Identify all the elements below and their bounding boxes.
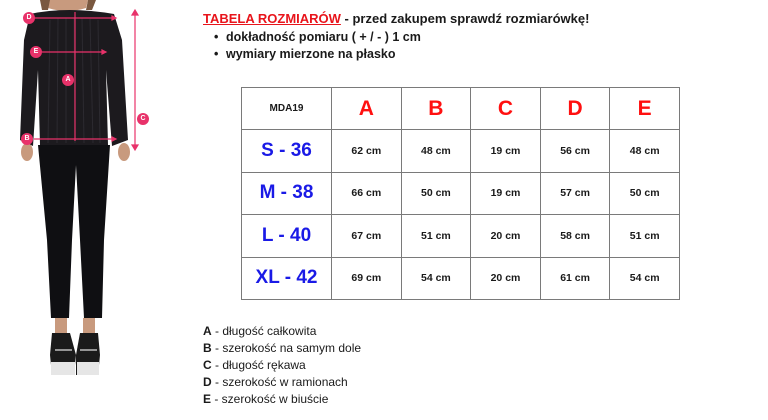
size-label-s: S - 36 (242, 130, 332, 172)
table-row (242, 257, 680, 299)
column-header-c: C (471, 88, 541, 130)
value-cell: 54 cm (610, 257, 680, 299)
size-chart-header (203, 10, 589, 27)
column-header-b: B (401, 88, 471, 130)
measurement-legend (203, 323, 361, 408)
table-row (242, 172, 680, 214)
value-cell: 19 cm (471, 130, 541, 172)
value-cell: 48 cm (401, 130, 471, 172)
size-table (241, 87, 680, 300)
legend-letter: E (203, 392, 212, 406)
legend-item-c (203, 357, 361, 374)
value-cell: 51 cm (401, 215, 471, 257)
column-header-e: E (610, 88, 680, 130)
value-cell: 20 cm (471, 257, 541, 299)
legend-item-d (203, 374, 361, 391)
value-cell: 20 cm (471, 215, 541, 257)
model-illustration (0, 0, 160, 420)
size-chart-subtitle: - przed zakupem sprawdź rozmiarówkę! (340, 11, 590, 26)
value-cell: 58 cm (540, 215, 610, 257)
size-label-l: L - 40 (242, 215, 332, 257)
value-cell: 50 cm (401, 172, 471, 214)
legend-letter: C (203, 358, 212, 372)
size-label-xl: XL - 42 (242, 257, 332, 299)
table-header-row (242, 88, 680, 130)
column-header-d: D (540, 88, 610, 130)
model-figure (0, 0, 160, 420)
value-cell: 48 cm (610, 130, 680, 172)
legend-text: - szerokość w biuście (211, 392, 329, 406)
value-cell: 69 cm (332, 257, 402, 299)
table-row (242, 130, 680, 172)
legend-letter: A (203, 324, 212, 338)
size-label-m: M - 38 (242, 172, 332, 214)
marker-b-icon: B (21, 133, 33, 145)
marker-c-icon: C (137, 113, 149, 125)
model-code-cell: MDA19 (242, 88, 332, 130)
legend-letter: D (203, 375, 212, 389)
value-cell: 19 cm (471, 172, 541, 214)
marker-d-icon: D (23, 12, 35, 24)
legend-item-a (203, 323, 361, 340)
legend-letter: B (203, 341, 212, 355)
legend-text: - długość rękawa (211, 358, 306, 372)
note-accuracy: • dokładność pomiaru ( + / - ) 1 cm (214, 29, 421, 46)
table-row (242, 215, 680, 257)
measurement-notes (214, 29, 421, 63)
marker-e-icon: E (30, 46, 42, 58)
legend-item-b (203, 340, 361, 357)
value-cell: 50 cm (610, 172, 680, 214)
value-cell: 66 cm (332, 172, 402, 214)
value-cell: 61 cm (540, 257, 610, 299)
value-cell: 54 cm (401, 257, 471, 299)
value-cell: 51 cm (610, 215, 680, 257)
marker-a-icon: A (62, 74, 74, 86)
note-flat-measure: • wymiary mierzone na płasko (214, 46, 421, 63)
size-chart-title-link[interactable]: TABELA ROZMIARÓW (203, 11, 341, 26)
value-cell: 67 cm (332, 215, 402, 257)
legend-text: - długość całkowita (211, 324, 317, 338)
legend-item-e (203, 391, 361, 408)
value-cell: 57 cm (540, 172, 610, 214)
value-cell: 62 cm (332, 130, 402, 172)
column-header-a: A (332, 88, 402, 130)
value-cell: 56 cm (540, 130, 610, 172)
legend-text: - szerokość na samym dole (211, 341, 362, 355)
legend-text: - szerokość w ramionach (211, 375, 348, 389)
